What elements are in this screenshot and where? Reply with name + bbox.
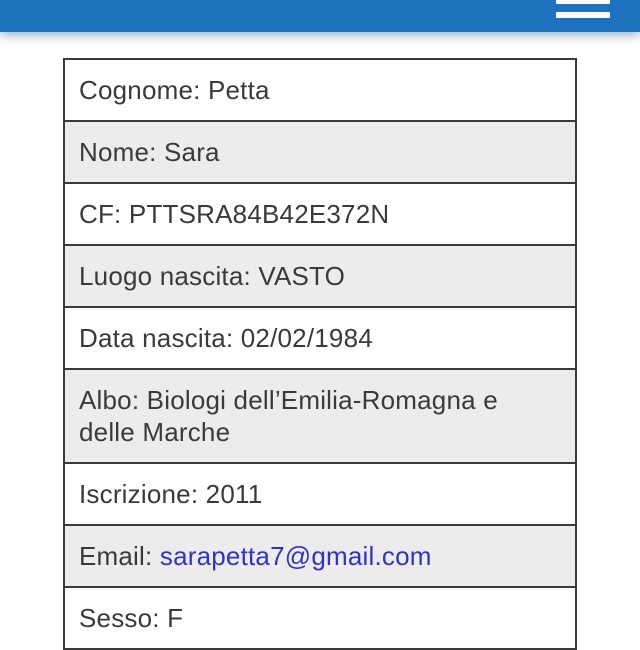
email-link[interactable]: sarapetta7@gmail.com xyxy=(159,541,432,571)
table-row-iscrizione xyxy=(65,462,575,524)
table-row-data-nascita xyxy=(65,306,575,368)
table-row-albo xyxy=(65,368,575,462)
table-row-sesso xyxy=(65,586,575,648)
table-row-cognome xyxy=(65,60,575,120)
app-header xyxy=(0,0,640,32)
row-text: CF: PTTSRA84B42E372N xyxy=(79,199,390,229)
profile-table xyxy=(63,58,577,650)
row-text: Iscrizione: 2011 xyxy=(79,479,263,509)
hamburger-bar xyxy=(556,0,610,4)
row-text: Luogo nascita: VASTO xyxy=(79,261,346,291)
table-row-cf xyxy=(65,182,575,244)
hamburger-bar xyxy=(556,12,610,18)
table-row-luogo-nascita xyxy=(65,244,575,306)
row-text: Nome: Sara xyxy=(79,137,220,167)
row-text: Albo: Biologi dell’Emilia-Romagna e delle Marche xyxy=(79,385,498,447)
row-text: Email: xyxy=(79,541,160,571)
row-text: Data nascita: 02/02/1984 xyxy=(79,323,373,353)
table-row-email xyxy=(65,524,575,586)
row-text: Cognome: Petta xyxy=(79,75,270,105)
row-text: Sesso: F xyxy=(79,603,184,633)
table-row-nome xyxy=(65,120,575,182)
hamburger-menu-icon[interactable] xyxy=(556,0,610,26)
